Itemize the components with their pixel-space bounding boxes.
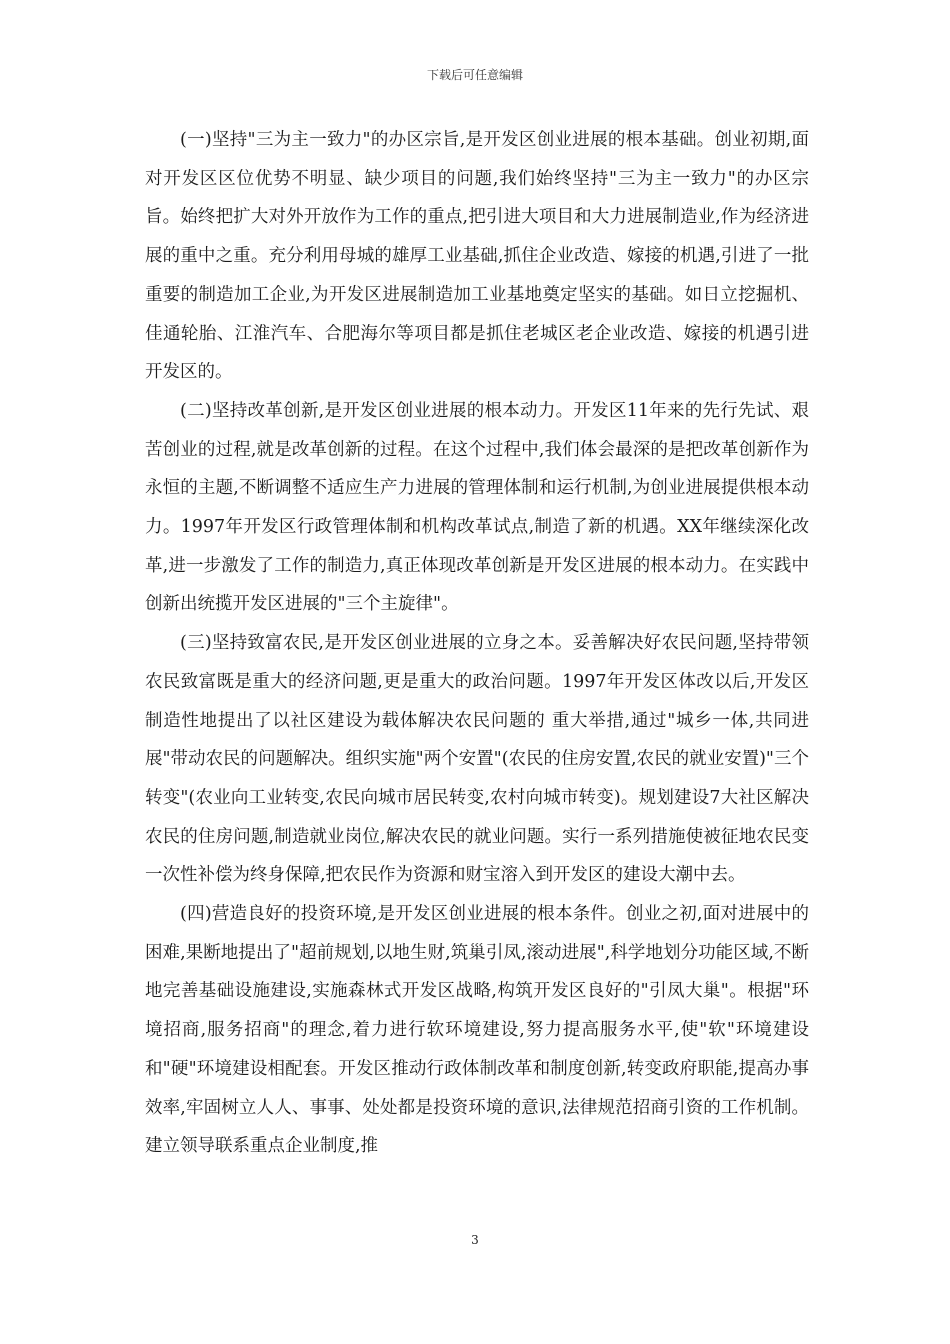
paragraph-4: (四)营造良好的投资环境,是开发区创业进展的根本条件。创业之初,面对进展中的困难,果断地提出了"超前规划,以地生财,筑巢引凤,滚动进展",科学地划分功能区域,不断地完善基础设施建设,实施森林式开发区战略,构筑开发区良好的"引凤大巢"。根据"环境招商,服务招商"的理念,着力进行软环境建设,努力提高服务水平,使"软"环境建设和"硬"环境建设相配套。开发区推动行政体制改革和制度创新,转变政府职能,提高办事效率,牢固树立人人、事事、处处都是投资环境的意识,法律规范招商引资的工作机制。建立领导联系重点企业制度,推: [145, 904, 809, 1157]
page-header: 下载后可任意编辑: [426, 68, 523, 82]
paragraph-3: (三)坚持致富农民,是开发区创业进展的立身之本。妥善解决好农民问题,坚持带领农民致富既是重大的经济问题,更是重大的政治问题。1997年开发区体改以后,开发区制造性地提出了以社区建设为载体解决农民问题的 重大举措,通过"城乡一体,共同进展"带动农民的问题解决。组织实施"两个安置"(农民的住房安置,农民的就业安置)"三个转变"(农业向工业转变,农民向城市居民转变,农村向城市转变)。规划建设7大社区解决农民的住房问题,制造就业岗位,解决农民的就业问题。实行一系列措施使被征地农民变一次性补偿为终身保障,把农民作为资源和财宝溶入到开发区的建设大潮中去。: [145, 633, 809, 886]
paragraph-1: (一)坚持"三为主一致力"的办区宗旨,是开发区创业进展的根本基础。创业初期,面对开发区区位优势不明显、缺少项目的问题,我们始终坚持"三为主一致力"的办区宗旨。始终把扩大对外开放作为工作的重点,把引进大项目和大力进展制造业,作为经济进展的重中之重。充分利用母城的雄厚工业基础,抓住企业改造、嫁接的机遇,引进了一批重要的制造加工企业,为开发区进展制造加工业基地奠定坚实的基础。如日立挖掘机、佳通轮胎、江淮汽车、合肥海尔等项目都是抓住老城区老企业改造、嫁接的机遇引进开发区的。: [145, 130, 809, 383]
paragraph-2: (二)坚持改革创新,是开发区创业进展的根本动力。开发区11年来的先行先试、艰苦创业的过程,就是改革创新的过程。在这个过程中,我们体会最深的是把改革创新作为永恒的主题,不断调整不适应生产力进展的管理体制和运行机制,为创业进展提供根本动力。1997年开发区行政管理体制和机构改革试点,制造了新的机遇。XX年继续深化改革,进一步激发了工作的制造力,真正体现改革创新是开发区进展的根本动力。在实践中创新出统揽开发区进展的"三个主旋律"。: [145, 400, 809, 615]
page-number: 3: [471, 1233, 479, 1247]
document-body: [145, 121, 809, 1166]
